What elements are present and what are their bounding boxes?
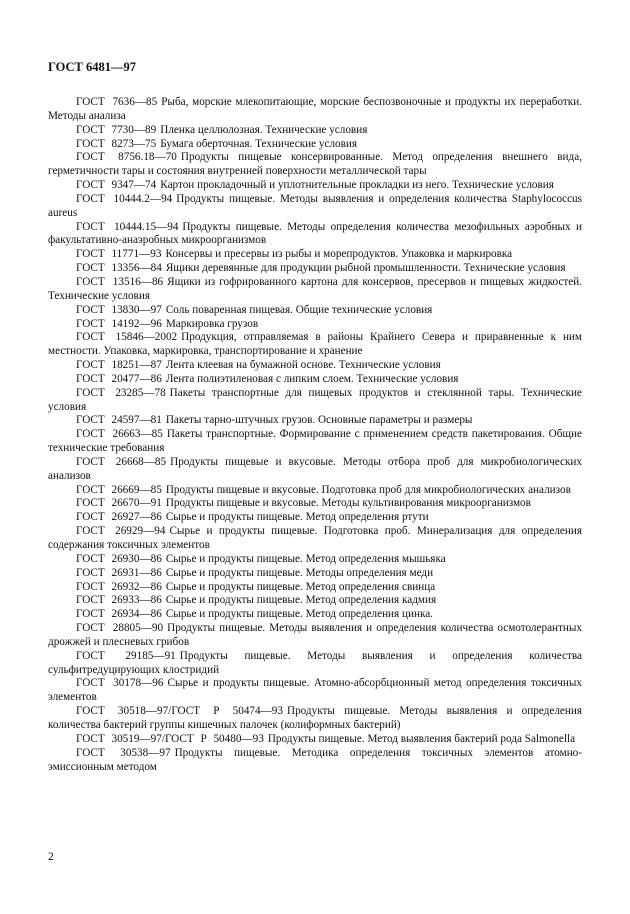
standard-code: ГОСТ 24597—81	[76, 414, 162, 427]
standard-title: Консервы и пресервы из рыбы и морепродуктов. Упаковка и маркировка	[165, 248, 513, 261]
standard-code: ГОСТ 20477—86	[76, 372, 162, 385]
reference-entry	[48, 553, 582, 567]
standard-title: Ящики деревянные для продукции рыбной промышленности. Технические условия	[165, 262, 566, 275]
standard-title: Продукты пищевые и вкусовые. Методы отбора проб для микробиологических анализов	[48, 455, 582, 482]
standard-code: ГОСТ 14192—96	[76, 317, 162, 330]
reference-entry	[48, 304, 582, 318]
standard-title: Сырье и продукты пищевые. Метод определения кадмия	[165, 594, 437, 607]
standard-code: ГОСТ 15846—2002	[76, 331, 178, 344]
standard-code: ГОСТ 26669—85	[76, 483, 162, 496]
standard-code: ГОСТ 30519—97/ГОСТ Р 50480—93	[76, 732, 264, 745]
reference-entry	[48, 387, 582, 415]
standard-code: ГОСТ 13516—86	[76, 275, 164, 288]
standard-title: Сырье и продукты пищевые. Метод определения мышьяка	[165, 552, 446, 565]
standard-title: Лента полиэтиленовая с липким слоем. Технические условия	[165, 372, 459, 385]
standard-title: Сырье и продукты пищевые. Метод определения свинца	[165, 580, 436, 593]
standard-title: Продукты пищевые. Методы выявления и определения количества осмотолерантных дрожжей и плесневых грибов	[48, 622, 583, 648]
reference-entry	[48, 318, 582, 332]
standard-title: Сырье и продукты пищевые. Подготовка проб. Минерализация для определения содержания токсичных элементов	[48, 525, 583, 551]
standard-code: ГОСТ 11771—93	[76, 248, 162, 261]
standard-code: ГОСТ 26929—94	[76, 525, 166, 538]
reference-entry	[48, 677, 582, 705]
standard-code: ГОСТ 26933—86	[76, 594, 162, 607]
standard-title: Лента клеевая на бумажной основе. Технические условия	[165, 359, 441, 372]
standard-title: Ящики из гофрированного картона для консервов, пресервов и пищевых жидкостей. Технические условия	[48, 275, 582, 302]
standard-title: Продукты пищевые. Методика определения токсичных элементов атомно-эмиссионным методом	[48, 746, 583, 773]
standard-title: Продукция, отправляемая в районы Крайнего Севера и приравненные к ним местности. Упаковка, маркировка, транспортирование и хранение	[48, 331, 582, 358]
standard-code: ГОСТ 28805—90	[76, 622, 164, 635]
standard-title: Продукты пищевые консервированные. Метод определения внешнего вида, герметичности тары и состояния внутренней поверхности металлической тары	[48, 151, 582, 178]
standard-title: Маркировка грузов	[165, 317, 259, 330]
standard-title: Продукты пищевые. Методы определения количества мезофильных аэробных и факультативно-анаэробных микроорганизмов	[48, 220, 583, 247]
standard-code: ГОСТ 26930—86	[76, 552, 162, 565]
standard-title: Сырье и продукты пищевые. Метод определения цинка.	[165, 608, 433, 621]
document-header: ГОСТ 6481—97	[48, 60, 137, 74]
reference-entry	[48, 622, 582, 650]
standard-code: ГОСТ 26927—86	[76, 511, 162, 524]
standard-code: ГОСТ 7730—89	[76, 123, 157, 136]
reference-entry	[48, 456, 582, 484]
standard-title: Пакеты транспортные для пищевых продуктов и стеклянной тары. Технические условия	[48, 386, 582, 413]
standard-code: ГОСТ 30518—97/ГОСТ Р 50474—93	[76, 705, 283, 718]
standard-code: ГОСТ 18251—87	[76, 359, 162, 372]
reference-entry	[48, 331, 582, 359]
standard-title: Продукты пищевые. Методы выявления и определения количества Staphylococcus aureus	[48, 192, 582, 219]
standard-code: ГОСТ 10444.2—94	[76, 192, 173, 205]
standard-title: Картон прокладочный и уплотнительные прокладки из него. Технические условия	[160, 179, 554, 192]
standard-code: ГОСТ 30178—96	[76, 677, 164, 690]
reference-entry	[48, 567, 582, 581]
standard-code: ГОСТ 8756.18—70	[76, 151, 177, 164]
standard-title: Соль поваренная пищевая. Общие технические условия	[165, 303, 433, 316]
standard-code: ГОСТ 9347—74	[76, 179, 157, 192]
page-number: 2	[48, 851, 54, 863]
reference-entry	[48, 414, 582, 428]
reference-entry	[48, 608, 582, 622]
standard-code: ГОСТ 10444.15—94	[76, 220, 179, 233]
reference-entry	[48, 525, 582, 553]
reference-entry	[48, 359, 582, 373]
standard-title: Сырье и продукты пищевые. Методы определения меди	[165, 566, 434, 579]
reference-entry	[48, 650, 582, 678]
standard-title: Сырье и продукты пищевые. Метод определения ртути	[165, 511, 429, 524]
reference-entry	[48, 497, 582, 511]
reference-entry	[48, 124, 582, 138]
reference-entry	[48, 428, 582, 456]
standard-code: ГОСТ 26934—86	[76, 608, 162, 621]
reference-entry	[48, 179, 582, 193]
standard-code: ГОСТ 26668—85	[76, 455, 167, 468]
reference-entry	[48, 373, 582, 387]
standard-code: ГОСТ 29185—91	[76, 649, 176, 662]
reference-entry	[48, 151, 582, 179]
standard-title: Продукты пищевые. Методы выявления и определения количества бактерий группы кишечных палочек (колиформных бактерий)	[48, 705, 582, 731]
reference-entry	[48, 511, 582, 525]
standard-title: Продукты пищевые. Метод выявления бактерий рода Salmonella	[267, 732, 576, 745]
standard-code: ГОСТ 7636—85	[76, 96, 158, 108]
standard-title: Продукты пищевые и вкусовые. Подготовка проб для микробиологических анализов	[165, 483, 571, 496]
standard-title: Рыба, морские млекопитающие, морские беспозвоночные и продукты их переработки. Методы анализа	[48, 96, 583, 122]
standard-code: ГОСТ 26932—86	[76, 580, 162, 593]
reference-entry	[48, 484, 582, 498]
reference-entry	[48, 96, 582, 124]
standard-code: ГОСТ 13356—84	[76, 262, 162, 275]
reference-entry	[48, 138, 582, 152]
standard-title: Пакеты транспортные. Формирование с применением средств пакетирования. Общие технические требования	[48, 428, 582, 455]
standard-code: ГОСТ 23285—78	[76, 386, 166, 399]
standard-code: ГОСТ 26931—86	[76, 566, 162, 579]
reference-entry	[48, 705, 582, 733]
reference-entry	[48, 248, 582, 262]
reference-entry	[48, 221, 582, 249]
standard-code: ГОСТ 13830—97	[76, 303, 162, 316]
standard-title: Сырье и продукты пищевые. Атомно-абсорбционный метод определения токсичных элементов	[48, 677, 583, 704]
standard-code: ГОСТ 30538—97	[76, 746, 171, 759]
references-list	[48, 96, 582, 774]
standard-code: ГОСТ 26663—85	[76, 428, 163, 441]
standard-code: ГОСТ 26670—91	[76, 497, 162, 510]
reference-entry	[48, 594, 582, 608]
reference-entry	[48, 581, 582, 595]
reference-entry	[48, 276, 582, 304]
standard-title: Продукты пищевые. Методы выявления и определения количества сульфитредуцирующих клостридий	[48, 649, 582, 676]
reference-entry	[48, 747, 582, 775]
reference-entry	[48, 733, 582, 747]
reference-entry	[48, 193, 582, 221]
standard-title: Бумага оберточная. Технические условия	[160, 137, 358, 150]
reference-entry	[48, 262, 582, 276]
standard-title: Пакеты тарно-штучных грузов. Основные параметры и размеры	[165, 414, 473, 427]
standard-title: Продукты пищевые и вкусовые. Методы культивирования микроорганизмов	[165, 497, 531, 510]
standard-code: ГОСТ 8273—75	[76, 137, 157, 150]
standard-title: Пленка целлюлозная. Технические условия	[160, 123, 368, 136]
